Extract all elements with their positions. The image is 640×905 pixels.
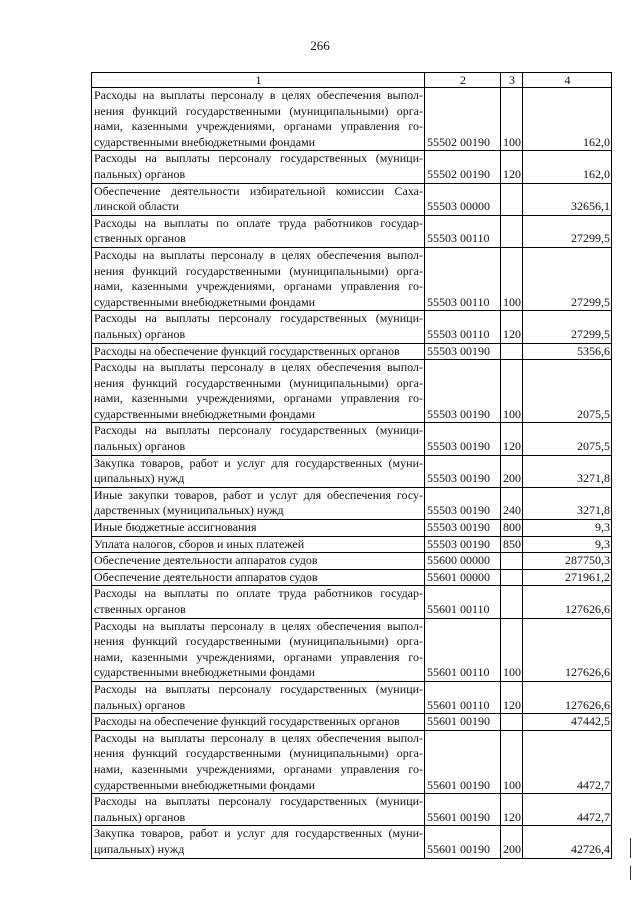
table-row [92,681,612,713]
row-expense-type [501,215,523,247]
row-description: Расходы на выплаты персоналу государственных (муници-пальных) органов [92,681,425,713]
row-description: Иные бюджетные ассигнования [92,520,425,537]
table-row [92,730,612,793]
row-target-code: 55502 00190 [425,88,501,151]
row-description: Обеспечение деятельности аппаратов судов [92,553,425,570]
row-amount: 3271,8 [523,455,612,487]
row-amount: 2075,5 [523,423,612,455]
row-target-code: 55601 00110 [425,618,501,681]
row-description: Расходы на выплаты персоналу государственных (муници-пальных) органов [92,311,425,343]
row-target-code: 55503 00110 [425,247,501,310]
row-description: Расходы на выплаты персоналу в целях обеспечения выпол-нения функций государственными (муниципальными) орга-нами, казенными учреждениями, органами управления го-сударственными внебюджетными фондами [92,730,425,793]
row-amount: 27299,5 [523,311,612,343]
row-target-code: 55503 00190 [425,536,501,553]
row-description: Расходы на выплаты персоналу государственных (муници-пальных) органов [92,794,425,826]
row-expense-type [501,183,523,215]
table-row [92,569,612,586]
row-expense-type: 100 [501,88,523,151]
row-target-code: 55503 00190 [425,487,501,519]
table-row [92,151,612,183]
row-expense-type: 200 [501,826,523,858]
row-description: Расходы на выплаты по оплате труда работников государ-ственных органов [92,215,425,247]
page-number: 266 [310,38,330,53]
row-amount: 47442,5 [523,714,612,731]
row-amount: 271961,2 [523,569,612,586]
row-amount: 32656,1 [523,183,612,215]
row-description: Расходы на выплаты персоналу в целях обеспечения выпол-нения функций государственными (муниципальными) орга-нами, казенными учреждениями, органами управления го-сударственными внебюджетными фондами [92,247,425,310]
row-amount: 2075,5 [523,360,612,423]
row-target-code: 55600 00000 [425,553,501,570]
table-row [92,553,612,570]
row-expense-type: 100 [501,247,523,310]
row-description: Расходы на выплаты персоналу в целях обеспечения выпол-нения функций государственными (муниципальными) орга-нами, казенными учреждениями, органами управления го-сударственными внебюджетными фондами [92,360,425,423]
row-target-code: 55503 00190 [425,343,501,360]
row-target-code: 55503 00190 [425,520,501,537]
table-row [92,520,612,537]
row-amount: 127626,6 [523,586,612,618]
column-header-code: 2 [425,73,501,88]
row-amount: 9,3 [523,520,612,537]
table-row [92,455,612,487]
row-description: Закупка товаров, работ и услуг для государственных (муни-ципальных) нужд [92,826,425,858]
row-target-code: 55601 00190 [425,826,501,858]
row-description: Расходы на выплаты персоналу в целях обеспечения выпол-нения функций государственными (муниципальными) орга-нами, казенными учреждениями, органами управления го-сударственными внебюджетными фондами [92,618,425,681]
row-expense-type: 800 [501,520,523,537]
row-target-code: 55601 00190 [425,714,501,731]
column-header-description: 1 [92,73,425,88]
table-row [92,183,612,215]
row-target-code: 55503 00190 [425,455,501,487]
row-description: Иные закупки товаров, работ и услуг для обеспечения госу-дарственных (муниципальных) нужд [92,487,425,519]
row-amount: 4472,7 [523,730,612,793]
row-description: Обеспечение деятельности избирательной комиссии Саха-линской области [92,183,425,215]
table-row [92,423,612,455]
row-expense-type: 120 [501,794,523,826]
row-amount: 3271,8 [523,487,612,519]
table-row [92,311,612,343]
table-row [92,487,612,519]
row-amount: 287750,3 [523,553,612,570]
row-expense-type [501,553,523,570]
row-expense-type [501,343,523,360]
row-amount: 162,0 [523,88,612,151]
row-amount: 9,3 [523,536,612,553]
scan-artifact-line [630,838,631,858]
row-expense-type: 240 [501,487,523,519]
row-amount: 162,0 [523,151,612,183]
table-row [92,586,612,618]
row-expense-type: 100 [501,618,523,681]
table-row [92,714,612,731]
row-description: Расходы на выплаты персоналу государственных (муници-пальных) органов [92,423,425,455]
row-target-code: 55503 00190 [425,360,501,423]
row-expense-type [501,569,523,586]
row-expense-type: 120 [501,151,523,183]
row-description: Уплата налогов, сборов и иных платежей [92,536,425,553]
row-target-code: 55601 00000 [425,569,501,586]
row-target-code: 55601 00110 [425,681,501,713]
row-expense-type: 120 [501,423,523,455]
row-target-code: 55502 00190 [425,151,501,183]
row-description: Закупка товаров, работ и услуг для государственных (муни-ципальных) нужд [92,455,425,487]
row-target-code: 55601 00190 [425,730,501,793]
row-target-code: 55503 00190 [425,423,501,455]
row-description: Расходы на выплаты персоналу государственных (муници-пальных) органов [92,151,425,183]
row-target-code: 55503 00000 [425,183,501,215]
row-amount: 127626,6 [523,681,612,713]
row-amount: 27299,5 [523,215,612,247]
row-expense-type: 120 [501,681,523,713]
table-row [92,536,612,553]
table-row [92,247,612,310]
table-row [92,360,612,423]
table-row [92,794,612,826]
row-amount: 27299,5 [523,247,612,310]
row-description: Расходы на выплаты персоналу в целях обеспечения выпол-нения функций государственными (муниципальными) орга-нами, казенными учреждениями, органами управления го-сударственными внебюджетными фондами [92,88,425,151]
row-expense-type: 100 [501,360,523,423]
row-target-code: 55601 00190 [425,794,501,826]
column-header-amount: 4 [523,73,612,88]
row-expense-type: 120 [501,311,523,343]
row-description: Расходы на обеспечение функций государственных органов [92,343,425,360]
budget-table [91,72,612,859]
table-header-row [92,73,612,88]
column-header-expense-type: 3 [501,73,523,88]
row-expense-type [501,586,523,618]
row-amount: 4472,7 [523,794,612,826]
row-amount: 127626,6 [523,618,612,681]
row-description: Расходы на выплаты по оплате труда работников государ-ственных органов [92,586,425,618]
row-expense-type: 850 [501,536,523,553]
table-row [92,215,612,247]
table-row [92,826,612,858]
table-row [92,343,612,360]
row-expense-type: 100 [501,730,523,793]
row-target-code: 55503 00110 [425,311,501,343]
scan-artifact-line [630,866,631,880]
row-amount: 5356,6 [523,343,612,360]
row-amount: 42726,4 [523,826,612,858]
row-expense-type [501,714,523,731]
table-row [92,618,612,681]
row-target-code: 55601 00110 [425,586,501,618]
row-description: Обеспечение деятельности аппаратов судов [92,569,425,586]
table-row [92,88,612,151]
row-expense-type: 200 [501,455,523,487]
row-target-code: 55503 00110 [425,215,501,247]
row-description: Расходы на обеспечение функций государственных органов [92,714,425,731]
